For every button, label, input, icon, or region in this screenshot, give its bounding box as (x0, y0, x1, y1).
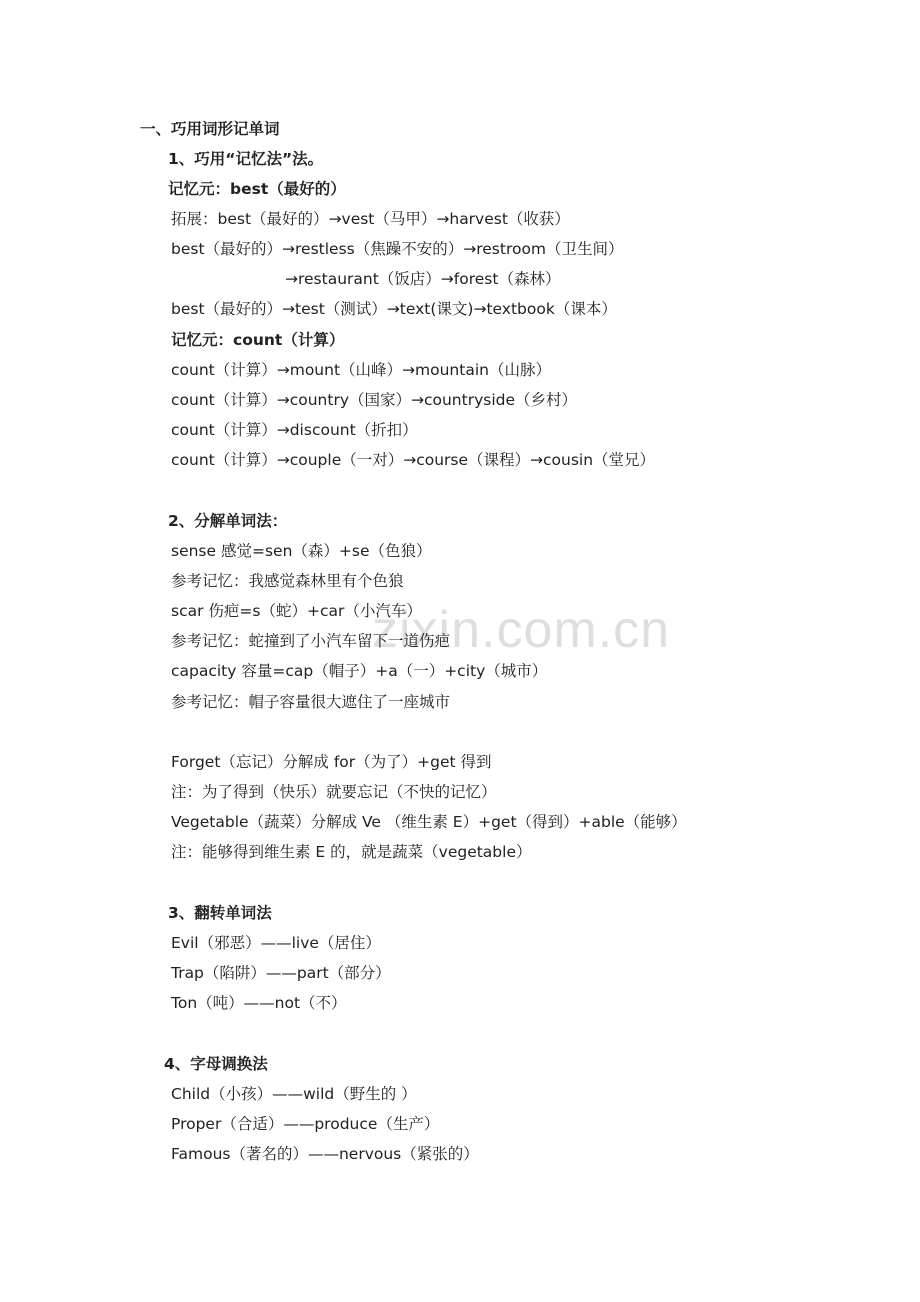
text-line: capacity 容量=cap（帽子）+a（一）+city（城市） (171, 662, 548, 680)
text-line: best（最好的）→restless（焦躁不安的）→restroom（卫生间） (171, 240, 624, 258)
subsection-heading: 3、翻转单词法 (168, 904, 272, 922)
text-line: →restaurant（饭店）→forest（森林） (285, 270, 561, 288)
text-line: count（计算）→couple（一对）→course（课程）→cousin（堂兄） (171, 451, 656, 469)
text-line: count（计算）→country（国家）→countryside（乡村） (171, 391, 578, 409)
text-line: count（计算）→mount（山峰）→mountain（山脉） (171, 361, 551, 379)
subsection-heading: 4、字母调换法 (164, 1055, 268, 1073)
text-line: 参考记忆：帽子容量很大遮住了一座城市 (171, 693, 451, 711)
text-line: 拓展：best（最好的）→vest（马甲）→harvest（收获） (171, 210, 570, 228)
text-line: Trap（陷阱）——part（部分） (171, 964, 391, 982)
text-line: 参考记忆：我感觉森林里有个色狼 (171, 572, 404, 590)
text-line: sense 感觉=sen（森）+se（色狼） (171, 542, 432, 560)
text-line: Evil（邪恶）——live（居住） (171, 934, 381, 952)
text-line: 参考记忆：蛇撞到了小汽车留下一道伤疤 (171, 632, 451, 650)
subsection-heading: 2、分解单词法： (168, 512, 288, 530)
text-line: Ton（吨）——not（不） (171, 994, 347, 1012)
text-line: count（计算）→discount（折扣） (171, 421, 418, 439)
text-line: Child（小孩）——wild（野生的 ） (171, 1085, 417, 1103)
text-line: Vegetable（蔬菜）分解成 Ve （维生素 E）+get（得到）+able（能够） (171, 813, 687, 831)
subsection-heading: 1、巧用“记忆法”法。 (168, 150, 324, 168)
text-line: best（最好的）→test（测试）→text(课文)→textbook（课本） (171, 300, 617, 318)
watermark: zixin.com.cn (372, 601, 671, 659)
memory-root-heading: 记忆元：count（计算） (171, 331, 345, 349)
text-line: 注：为了得到（快乐）就要忘记（不快的记忆） (171, 783, 497, 801)
memory-root-heading: 记忆元：best（最好的） (168, 180, 346, 198)
text-line: scar 伤疤=s（蛇）+car（小汽车） (171, 602, 422, 620)
text-line: 注：能够得到维生素 E 的，就是蔬菜（vegetable） (171, 843, 532, 861)
text-line: Famous（著名的）——nervous（紧张的） (171, 1145, 479, 1163)
text-line: Forget（忘记）分解成 for（为了）+get 得到 (171, 753, 492, 771)
section-heading: 一、巧用词形记单词 (140, 120, 280, 138)
text-line: Proper（合适）——produce（生产） (171, 1115, 440, 1133)
